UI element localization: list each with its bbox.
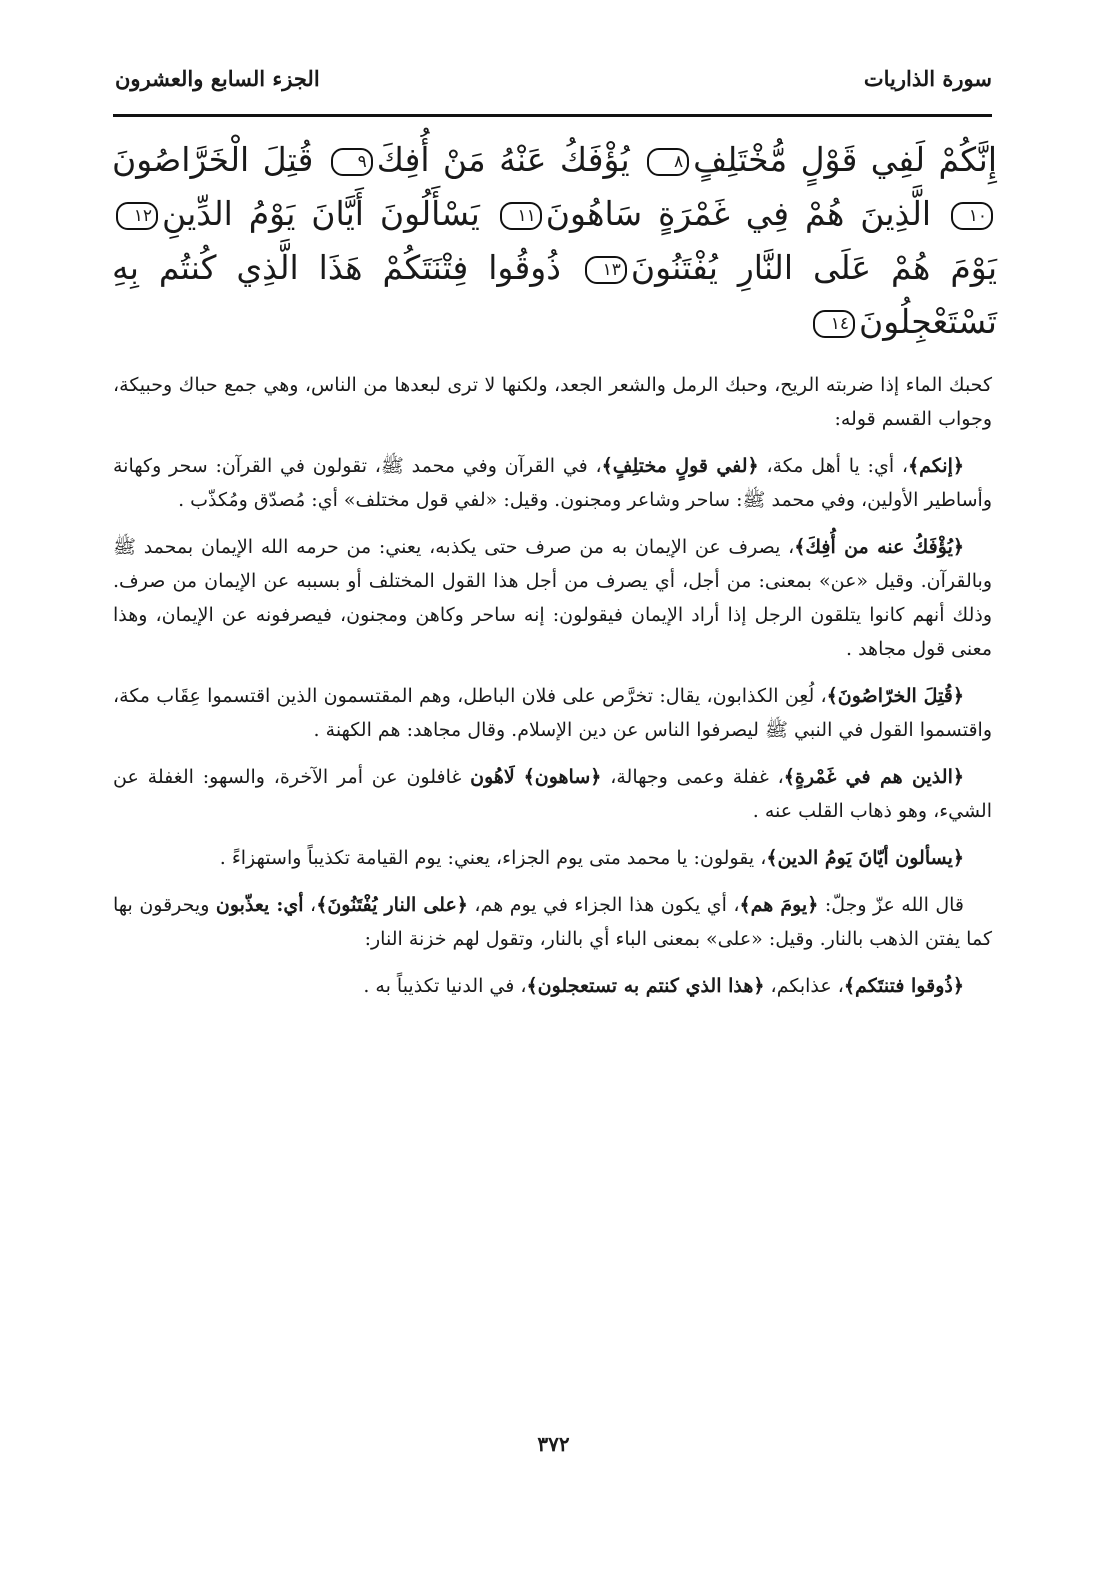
commentary-paragraph [113,760,992,828]
commentary-text: ، يقولون: يا محمد متى يوم الجزاء، يعني: يوم القيامة تكذيباً واستهزاءً . [219,847,767,869]
surah-title: سورة الذاريات [863,65,992,91]
quoted-phrase: ﴿يسألون أيّانَ يَومُ الدين﴾ [766,847,964,869]
commentary-text: ، في القرآن وفي محمد ﷺ، تقولون في القرآن: سحر وكهانة وأساطير الأولين، وفي محمد ﷺ: ساحر وشاعر ومجنون. وقيل: «لفي قول مختلف» أي: مُصدّق ومُكذّب . [113,455,992,511]
commentary-text: ، يصرف عن الإيمان به من صرف حتى يكذبه، يعني: من حرمه الله الإيمان بمحمد ﷺ وبالقرآن. وقيل «عن» بمعنى: من أجل، أي يصرف من أجل هذا القول المختلف أو بسببه عن الإيمان من صرف. وذلك أنهم كانوا يتلقون الرجل إذا أراد الإيمان فيقولون: إنه ساحر وكاهن ومجنون، فيصرفونه عن الإيمان، وهذا معنى قول مجاهد . [113,536,992,660]
header-divider [113,114,992,117]
verse-number-marker: ١١ [500,202,542,230]
commentary-text: غافلون عن أمر الآخرة، والسهو: الغفلة عن الشيء، وهو ذهاب القلب عنه . [113,766,992,822]
quoted-phrase: ﴿يومَ هم﴾ [739,894,819,916]
commentary-paragraph [113,368,992,436]
verse-number-marker: ١٢ [116,202,158,230]
commentary-text: ، عذابكم، [764,975,844,997]
verse-text: الَّذِينَ هُمْ فِي غَمْرَةٍ سَاهُونَ [545,194,932,233]
commentary-text: ، أي يكون هذا الجزاء في يوم هم، [467,894,740,916]
quoted-phrase: ﴿ساهون﴾ [523,766,602,788]
juz-title: الجزء السابع والعشرون [115,65,320,91]
commentary-paragraph [113,679,992,747]
commentary-text: ، [303,894,317,916]
commentary-paragraph [113,530,992,666]
quoted-phrase: لَاهُون [470,766,515,788]
verse-text: ذُوقُوا فِتْنَتَكُمْ هَذَا الَّذِي كُنتُم بِهِ تَسْتَعْجِلُونَ [112,248,997,341]
commentary-text: ، لُعِن الكذابون، يقال: تخرَّص على فلان الباطل، وهم المقتسمون الذين اقتسموا عِقَاب مكة، واقتسموا القول في النبي ﷺ ليصرفوا الناس عن دين الإسلام. وقال مجاهد: هم الكهنة . [113,685,992,741]
verse-text: يَسْأَلُونَ أَيَّانَ يَوْمُ الدِّينِ [162,194,480,233]
verse-text: قُتِلَ الْخَرَّاصُونَ [112,140,314,179]
page-header [115,58,992,98]
page-number: ٣٧٢ [537,1432,570,1456]
verse-number-marker: ٩ [331,148,373,176]
verse-text: إِنَّكُمْ لَفِي قَوْلٍ مُّخْتَلِفٍ [693,140,997,179]
verse-number-marker: ٨ [647,148,689,176]
commentary-text: كحبك الماء إذا ضربته الريح، وحبك الرمل والشعر الجعد، ولكنها لا ترى لبعدها من الناس، وهي جمع حباك وحبيكة، وجواب القسم قوله: [113,374,992,430]
commentary-text: ، أي: يا أهل مكة، [758,455,909,477]
commentary-paragraph [113,888,992,956]
quoted-phrase: ﴿إنكم﴾ [908,455,964,477]
commentary-text [515,766,524,788]
quoted-phrase: ﴿هذا الذي كنتم به تستعجلون﴾ [526,975,765,997]
commentary-paragraph [113,969,992,1003]
commentary-text: ويحرقون بها كما يفتن الذهب بالنار. وقيل: «على» بمعنى الباء أي بالنار، وتقول لهم خزنة النار: [113,894,992,950]
commentary-text: قال الله عزّ وجلّ: [818,894,965,916]
verse-text: يُؤْفَكُ عَنْهُ مَنْ أُفِكَ [376,140,630,179]
verse-text: يَوْمَ هُمْ عَلَى النَّارِ يُفْتَنُونَ [630,248,998,287]
quoted-phrase: ﴿يُؤْفَكُ عنه من أُفِكَ﴾ [794,536,964,558]
tafsir-commentary [113,368,992,1016]
verse-number-marker: ١٠ [951,202,993,230]
quoted-phrase: ﴿لفي قولٍ مختلِفٍ﴾ [601,455,759,477]
commentary-paragraph [113,449,992,517]
verse-number-marker: ١٣ [585,256,627,284]
commentary-paragraph [113,841,992,875]
verse-number-marker: ١٤ [813,310,855,338]
quran-verses [112,133,997,349]
quoted-phrase: ﴿ذُوقوا فتنتَكم﴾ [843,975,964,997]
quoted-phrase: ﴿على النار يُفْتَنُونَ﴾ [316,894,468,916]
quoted-phrase: ﴿الذين هم في غَمْرةٍ﴾ [783,766,964,788]
commentary-text: ، في الدنيا تكذيباً به . [363,975,527,997]
commentary-text: ، غفلة وعمى وجهالة، [601,766,784,788]
quoted-phrase: أي: يعذّبون [215,894,304,916]
quoted-phrase: ﴿قُتِلَ الخرّاصُونَ﴾ [826,685,964,707]
